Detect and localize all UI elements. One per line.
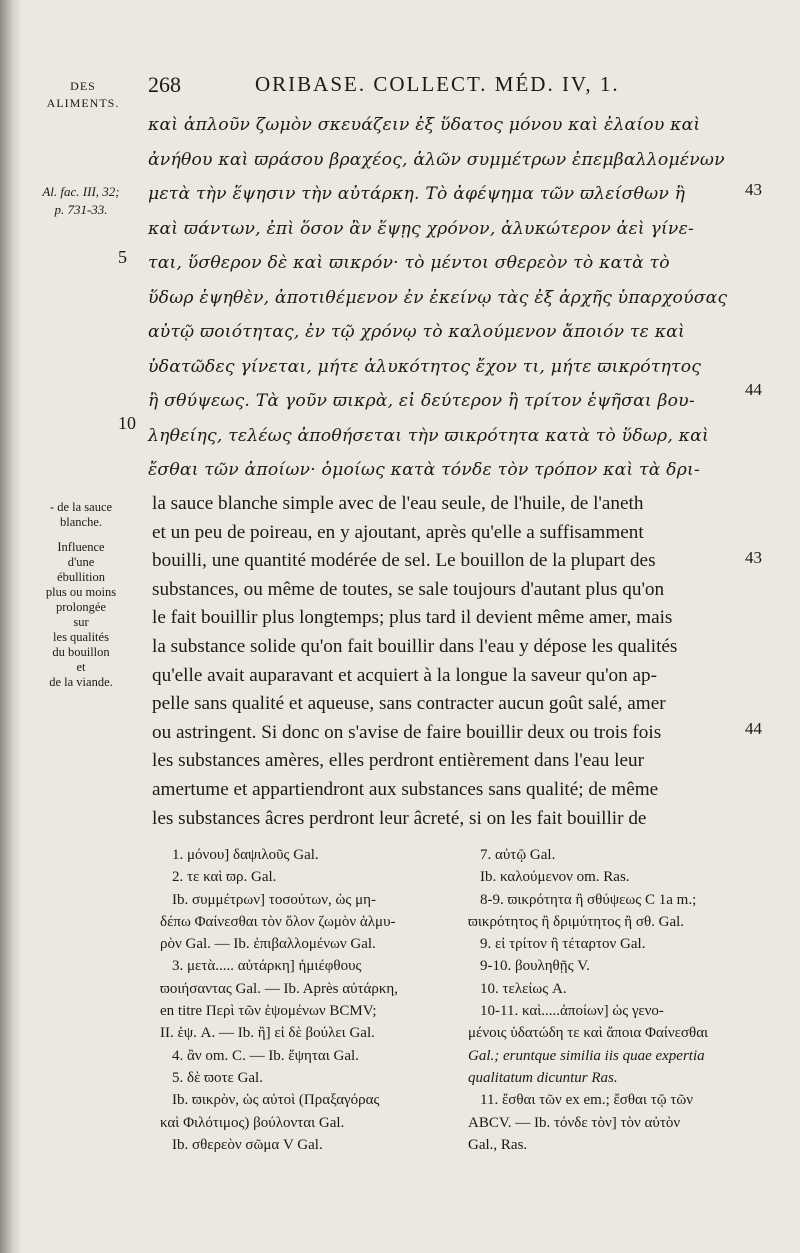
french-line: bouilli, une quantité modérée de sel. Le bouillon de la plupart des xyxy=(152,550,656,572)
apparatus-line: Ib. σθερεὸν σῶμα V Gal. xyxy=(172,1136,323,1153)
side-note-line: de la viande. xyxy=(49,675,113,689)
greek-line: καὶ ἁπλοῦν ζωμὸν σκευάζειν ἐξ ὕδατος μόνου καὶ ἐλαίου καὶ xyxy=(148,115,701,135)
margin-heading-line: ALIMENTS. xyxy=(46,96,120,110)
side-note-line: Influence xyxy=(57,540,105,554)
line-number: 10 xyxy=(118,413,136,433)
margin-ref-number: 44 xyxy=(745,380,762,399)
side-note-line: et xyxy=(76,660,86,674)
apparatus-line: Gal.; eruntque similia iis quae expertia xyxy=(468,1047,705,1064)
apparatus-line: 10-11. καὶ.....ἀποίων] ὡς γενο- xyxy=(480,1003,664,1020)
greek-line: ἀνήθου καὶ ϖράσου βραχέος, ἁλῶν συμμέτρων ἐπεμβαλλομένων xyxy=(148,149,725,170)
apparatus-left-column xyxy=(160,844,460,1156)
margin-ref-number: 43 xyxy=(745,180,762,199)
french-line: la sauce blanche simple avec de l'eau seule, de l'huile, de l'aneth xyxy=(152,493,644,514)
apparatus-line: 9-10. βουληθῇς V. xyxy=(480,958,590,975)
greek-line: ἢ σθύψεως. Τὰ γοῦν ϖικρὰ, εἰ δεύτερον ἢ τρίτον ἑψῆσαι βου- xyxy=(148,391,695,411)
apparatus-line: 11. ἔσθαι τῶν ex em.; ἔσθαι τῷ τῶν xyxy=(480,1092,694,1109)
line-number: 5 xyxy=(118,247,127,267)
apparatus-line: 9. εἰ τρίτον ἢ τέταρτον Gal. xyxy=(480,936,646,953)
greek-line: καὶ ϖάντων, ἐπὶ ὅσον ἂν ἕψῃς χρόνον, ἁλυκώτερον ἀεὶ γίνε- xyxy=(148,218,695,239)
margin-ref-number: 44 xyxy=(745,719,762,738)
apparatus-line: ABCV. — Ib. τόνδε τὸν] τὸν αὐτὸν xyxy=(468,1114,681,1131)
side-notes xyxy=(14,500,148,690)
french-line: le fait bouillir plus longtemps; plus tard il devient même amer, mais xyxy=(152,607,673,629)
apparatus-line: Ib. συμμέτρων] τοσούτων, ὡς μη- xyxy=(172,891,376,908)
french-line: pelle sans qualité et aqueuse, sans contracter aucun goût salé, amer xyxy=(152,693,666,715)
french-line: amertume et appartiendront aux substances sans qualité; de même xyxy=(152,778,659,800)
apparatus-line: II. ἑψ. A. — Ib. ἢ] εἰ δὲ βούλει Gal. xyxy=(160,1025,375,1042)
side-note-line: du bouillon xyxy=(52,645,110,659)
french-line: ou astringent. Si donc on s'avise de faire bouillir deux ou trois fois xyxy=(152,721,662,743)
side-note-line: sur xyxy=(73,615,89,629)
side-note-line: plus ou moins xyxy=(45,585,117,599)
apparatus-line: Ib. καλούμενον om. Ras. xyxy=(480,869,630,886)
greek-line: ὕδωρ ἑψηθὲν, ἀποτιθέμενον ἐν ἐκείνῳ τὰς ἐξ ἀρχῆς ὑπαρχούσας xyxy=(148,287,728,308)
greek-line: αὐτῷ ϖοιότητας, ἐν τῷ χρόνῳ τὸ καλούμενον ἄποιόν τε καὶ xyxy=(148,322,685,342)
running-head: ORIBASE. COLLECT. MÉD. IV, 1. xyxy=(255,72,620,96)
apparatus-line: μένοις ὑδατώδη τε καὶ ἄποια Φαίνεσθαι xyxy=(468,1025,709,1042)
apparatus-line: δέπω Φαίνεσθαι τὸν ὅλον ζωμὸν ἁλμυ- xyxy=(160,913,396,930)
french-line: les substances âcres perdront leur âcreté, si on les fait bouillir de xyxy=(152,807,647,829)
apparatus-line: 1. μόνου] δαψιλοῦς Gal. xyxy=(172,847,319,863)
french-line: substances, ou même de toutes, se sale toujours d'autant plus qu'on xyxy=(152,578,665,600)
apparatus-line: ρὸν Gal. — Ib. ἐπιβαλλομένων Gal. xyxy=(160,936,376,953)
apparatus-line: 7. αὐτῷ Gal. xyxy=(480,847,556,863)
french-line: la substance solide qu'on fait bouillir dans l'eau y dépose les qualités xyxy=(152,635,678,657)
apparatus-line: Ib. ϖικρὸν, ὡς αὐτοὶ (Πραξαγόρας xyxy=(172,1092,380,1109)
side-note-line: - de la sauce xyxy=(49,500,113,514)
greek-line: ληθείης, τελέως ἀποθήσεται τὴν ϖικρότητα κατὰ τὸ ὕδωρ, καὶ xyxy=(148,425,709,446)
apparatus-line: 10. τελείως A. xyxy=(480,980,567,997)
page-number: 268 xyxy=(148,72,181,97)
greek-text xyxy=(148,108,778,488)
margin-heading xyxy=(28,78,138,112)
side-note-gap xyxy=(14,530,148,540)
side-note-line: les qualités xyxy=(53,630,109,644)
side-note-line: prolongée xyxy=(56,600,106,614)
margin-ref-number: 43 xyxy=(745,548,762,567)
french-line: les substances amères, elles perdront entièrement dans l'eau leur xyxy=(152,750,645,772)
greek-line: ται, ὕσθερον δὲ καὶ ϖικρόν· τὸ μέντοι σθερεὸν τὸ κατὰ τὸ xyxy=(148,253,670,273)
french-text xyxy=(152,490,740,833)
apparatus-line: καὶ Φιλότιμος) βούλονται Gal. xyxy=(160,1114,345,1131)
apparatus-line: 5. δὲ ϖοτε Gal. xyxy=(172,1069,263,1086)
greek-line: μετὰ τὴν ἕψησιν τὴν αὐτάρκη. Τὸ ἀφέψημα τῶν ϖλείσθων ἢ xyxy=(148,184,686,204)
source-reference-line: Al. fac. III, 32; xyxy=(42,184,120,199)
apparatus-right-column xyxy=(468,844,768,1156)
apparatus-line: 2. τε καὶ ϖρ. Gal. xyxy=(172,869,277,886)
apparatus-line: ϖικρότητος ἢ δριμύτητος ἢ σθ. Gal. xyxy=(468,913,685,930)
source-reference xyxy=(22,183,140,219)
french-line: qu'elle avait auparavant et acquiert à la longue la saveur qu'on ap- xyxy=(152,664,658,686)
side-note-line: ébullition xyxy=(57,570,105,584)
side-note-line: blanche. xyxy=(60,515,102,529)
apparatus-line: 3. μετὰ..... αὐτάρκη] ἡμιέφθους xyxy=(172,958,362,975)
apparatus-line: 4. ἂν om. C. — Ib. ἕψηται Gal. xyxy=(172,1047,359,1064)
side-note-line: d'une xyxy=(67,555,95,569)
greek-line: ἔσθαι τῶν ἀποίων· ὁμοίως κατὰ τόνδε τὸν τρόπον καὶ τὰ δρι- xyxy=(148,460,700,480)
margin-heading-line: DES xyxy=(70,79,96,93)
french-line: et un peu de poireau, en y ajoutant, après qu'elle a suffisamment xyxy=(152,521,644,543)
apparatus-line: Gal., Ras. xyxy=(468,1136,528,1153)
apparatus-line: ϖοιήσαντας Gal. — Ib. Après αὐτάρκη, xyxy=(160,980,399,997)
apparatus-line: qualitatum dicuntur Ras. xyxy=(468,1069,618,1086)
apparatus-line: en titre Περὶ τῶν ἑψομένων BCMV; xyxy=(160,1003,377,1020)
apparatus-line: 8-9. ϖικρότητα ἢ σθύψεως C 1a m.; xyxy=(480,891,697,908)
greek-line: ὑδατῶδες γίνεται, μήτε ἁλυκότητος ἔχον τι, μήτε ϖικρότητος xyxy=(148,356,702,377)
source-reference-line: p. 731-33. xyxy=(54,202,108,217)
